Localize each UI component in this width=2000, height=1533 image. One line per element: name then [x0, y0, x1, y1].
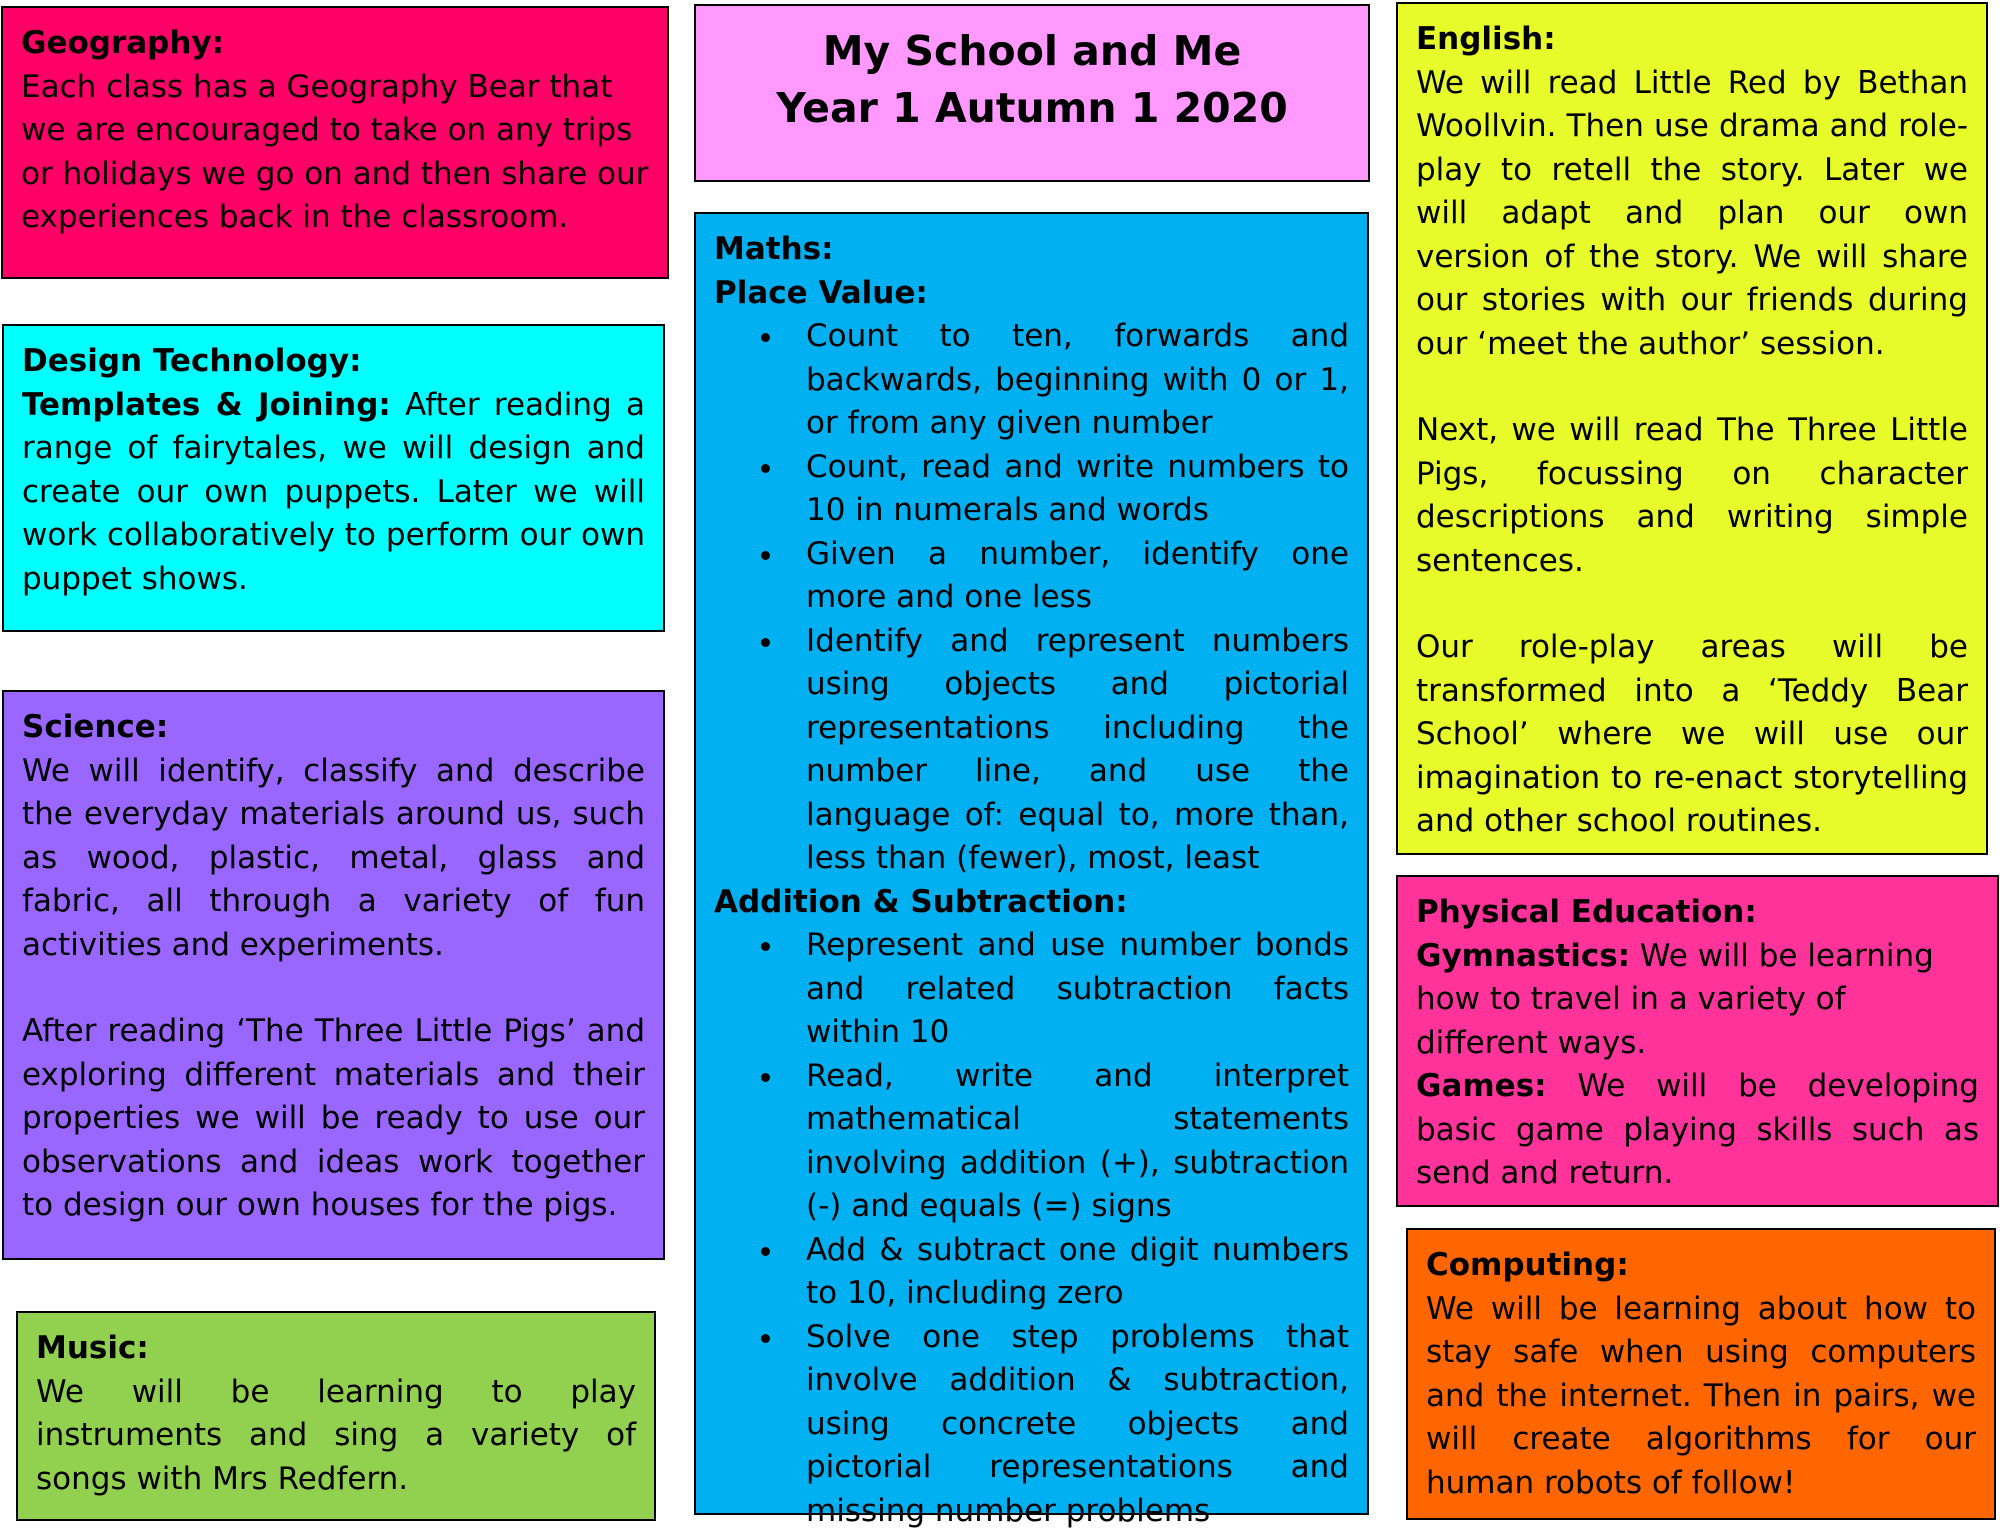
maths-panel [694, 212, 1369, 1515]
geography-panel [1, 6, 669, 279]
english-panel [1396, 2, 1988, 855]
title-panel [694, 4, 1370, 182]
games-text: We will be developing basic game playing skills such as send and return. [1416, 1068, 1979, 1191]
games-label: Games: [1416, 1068, 1547, 1104]
music-text: We will be learning to play instruments and sing a variety of songs with Mrs Redfern. [36, 1371, 636, 1502]
list-item: Given a number, identify one more and one less [714, 533, 1349, 620]
place-value-list [714, 315, 1349, 881]
design-technology-paragraph [22, 384, 645, 602]
computing-heading: Computing: [1426, 1244, 1976, 1288]
english-paragraph-3: Our role-play areas will be transformed into a ‘Teddy Bear School’ where we will use our imagination to re-enact storytelling and other school routines. [1416, 626, 1968, 844]
list-item: Identify and represent numbers using objects and pictorial representations including the number line, and use the language of: equal to, more than, less than (fewer), most, least [714, 620, 1349, 881]
list-item: Solve one step problems that involve addition & subtraction, using concrete objects and pictorial representations and missing number problems [714, 1316, 1349, 1533]
list-item: Represent and use number bonds and related subtraction facts within 10 [714, 924, 1349, 1055]
science-paragraph-2: After reading ‘The Three Little Pigs’ and exploring different materials and their properties we will be ready to use our observations and ideas work together to design our own houses for the pigs. [22, 1010, 645, 1228]
design-technology-panel [2, 324, 665, 632]
geography-text: Each class has a Geography Bear that we are encouraged to take on any trips or holidays we go on and then share our experiences back in the classroom. [21, 66, 649, 240]
computing-panel [1406, 1228, 1996, 1520]
place-value-heading: Place Value: [714, 272, 1349, 316]
page-subtitle: Year 1 Autumn 1 2020 [714, 80, 1350, 137]
maths-heading: Maths: [714, 228, 1349, 272]
computing-text: We will be learning about how to stay safe when using computers and the internet. Then in pairs, we will create algorithms for our human robots of follow! [1426, 1288, 1976, 1506]
gymnastics-paragraph [1416, 935, 1979, 1066]
design-technology-heading: Design Technology: [22, 340, 645, 384]
physical-education-heading: Physical Education: [1416, 891, 1979, 935]
physical-education-panel [1396, 875, 1999, 1207]
science-heading: Science: [22, 706, 645, 750]
games-paragraph [1416, 1065, 1979, 1196]
music-panel [16, 1311, 656, 1521]
page-title: My School and Me [714, 23, 1350, 80]
templates-joining-label: Templates & Joining: [22, 387, 391, 423]
addition-subtraction-list [714, 924, 1349, 1533]
addition-subtraction-heading: Addition & Subtraction: [714, 881, 1349, 925]
science-paragraph-1: We will identify, classify and describe the everyday materials around us, such as wood, plastic, metal, glass and fabric, all through a variety of fun activities and experiments. [22, 750, 645, 968]
music-heading: Music: [36, 1327, 636, 1371]
design-technology-text: After reading a range of fairytales, we will design and create our own puppets. Later we will work collaboratively to perform our own puppet shows. [22, 387, 645, 597]
science-panel [2, 690, 665, 1260]
list-item: Read, write and interpret mathematical statements involving addition (+), subtraction (-) and equals (=) signs [714, 1055, 1349, 1229]
english-paragraph-1: We will read Little Red by Bethan Woollvin. Then use drama and role-play to retell the story. Later we will adapt and plan our own version of the story. We will share our stories with our friends during our ‘meet the author’ session. [1416, 62, 1968, 367]
list-item: Count, read and write numbers to 10 in numerals and words [714, 446, 1349, 533]
gymnastics-text: We will be learning how to travel in a variety of different ways. [1416, 938, 1934, 1061]
gymnastics-label: Gymnastics: [1416, 938, 1630, 974]
english-heading: English: [1416, 18, 1968, 62]
list-item: Add & subtract one digit numbers to 10, including zero [714, 1229, 1349, 1316]
list-item: Count to ten, forwards and backwards, beginning with 0 or 1, or from any given number [714, 315, 1349, 446]
geography-heading: Geography: [21, 22, 649, 66]
english-paragraph-2: Next, we will read The Three Little Pigs, focussing on character descriptions and writing simple sentences. [1416, 409, 1968, 583]
